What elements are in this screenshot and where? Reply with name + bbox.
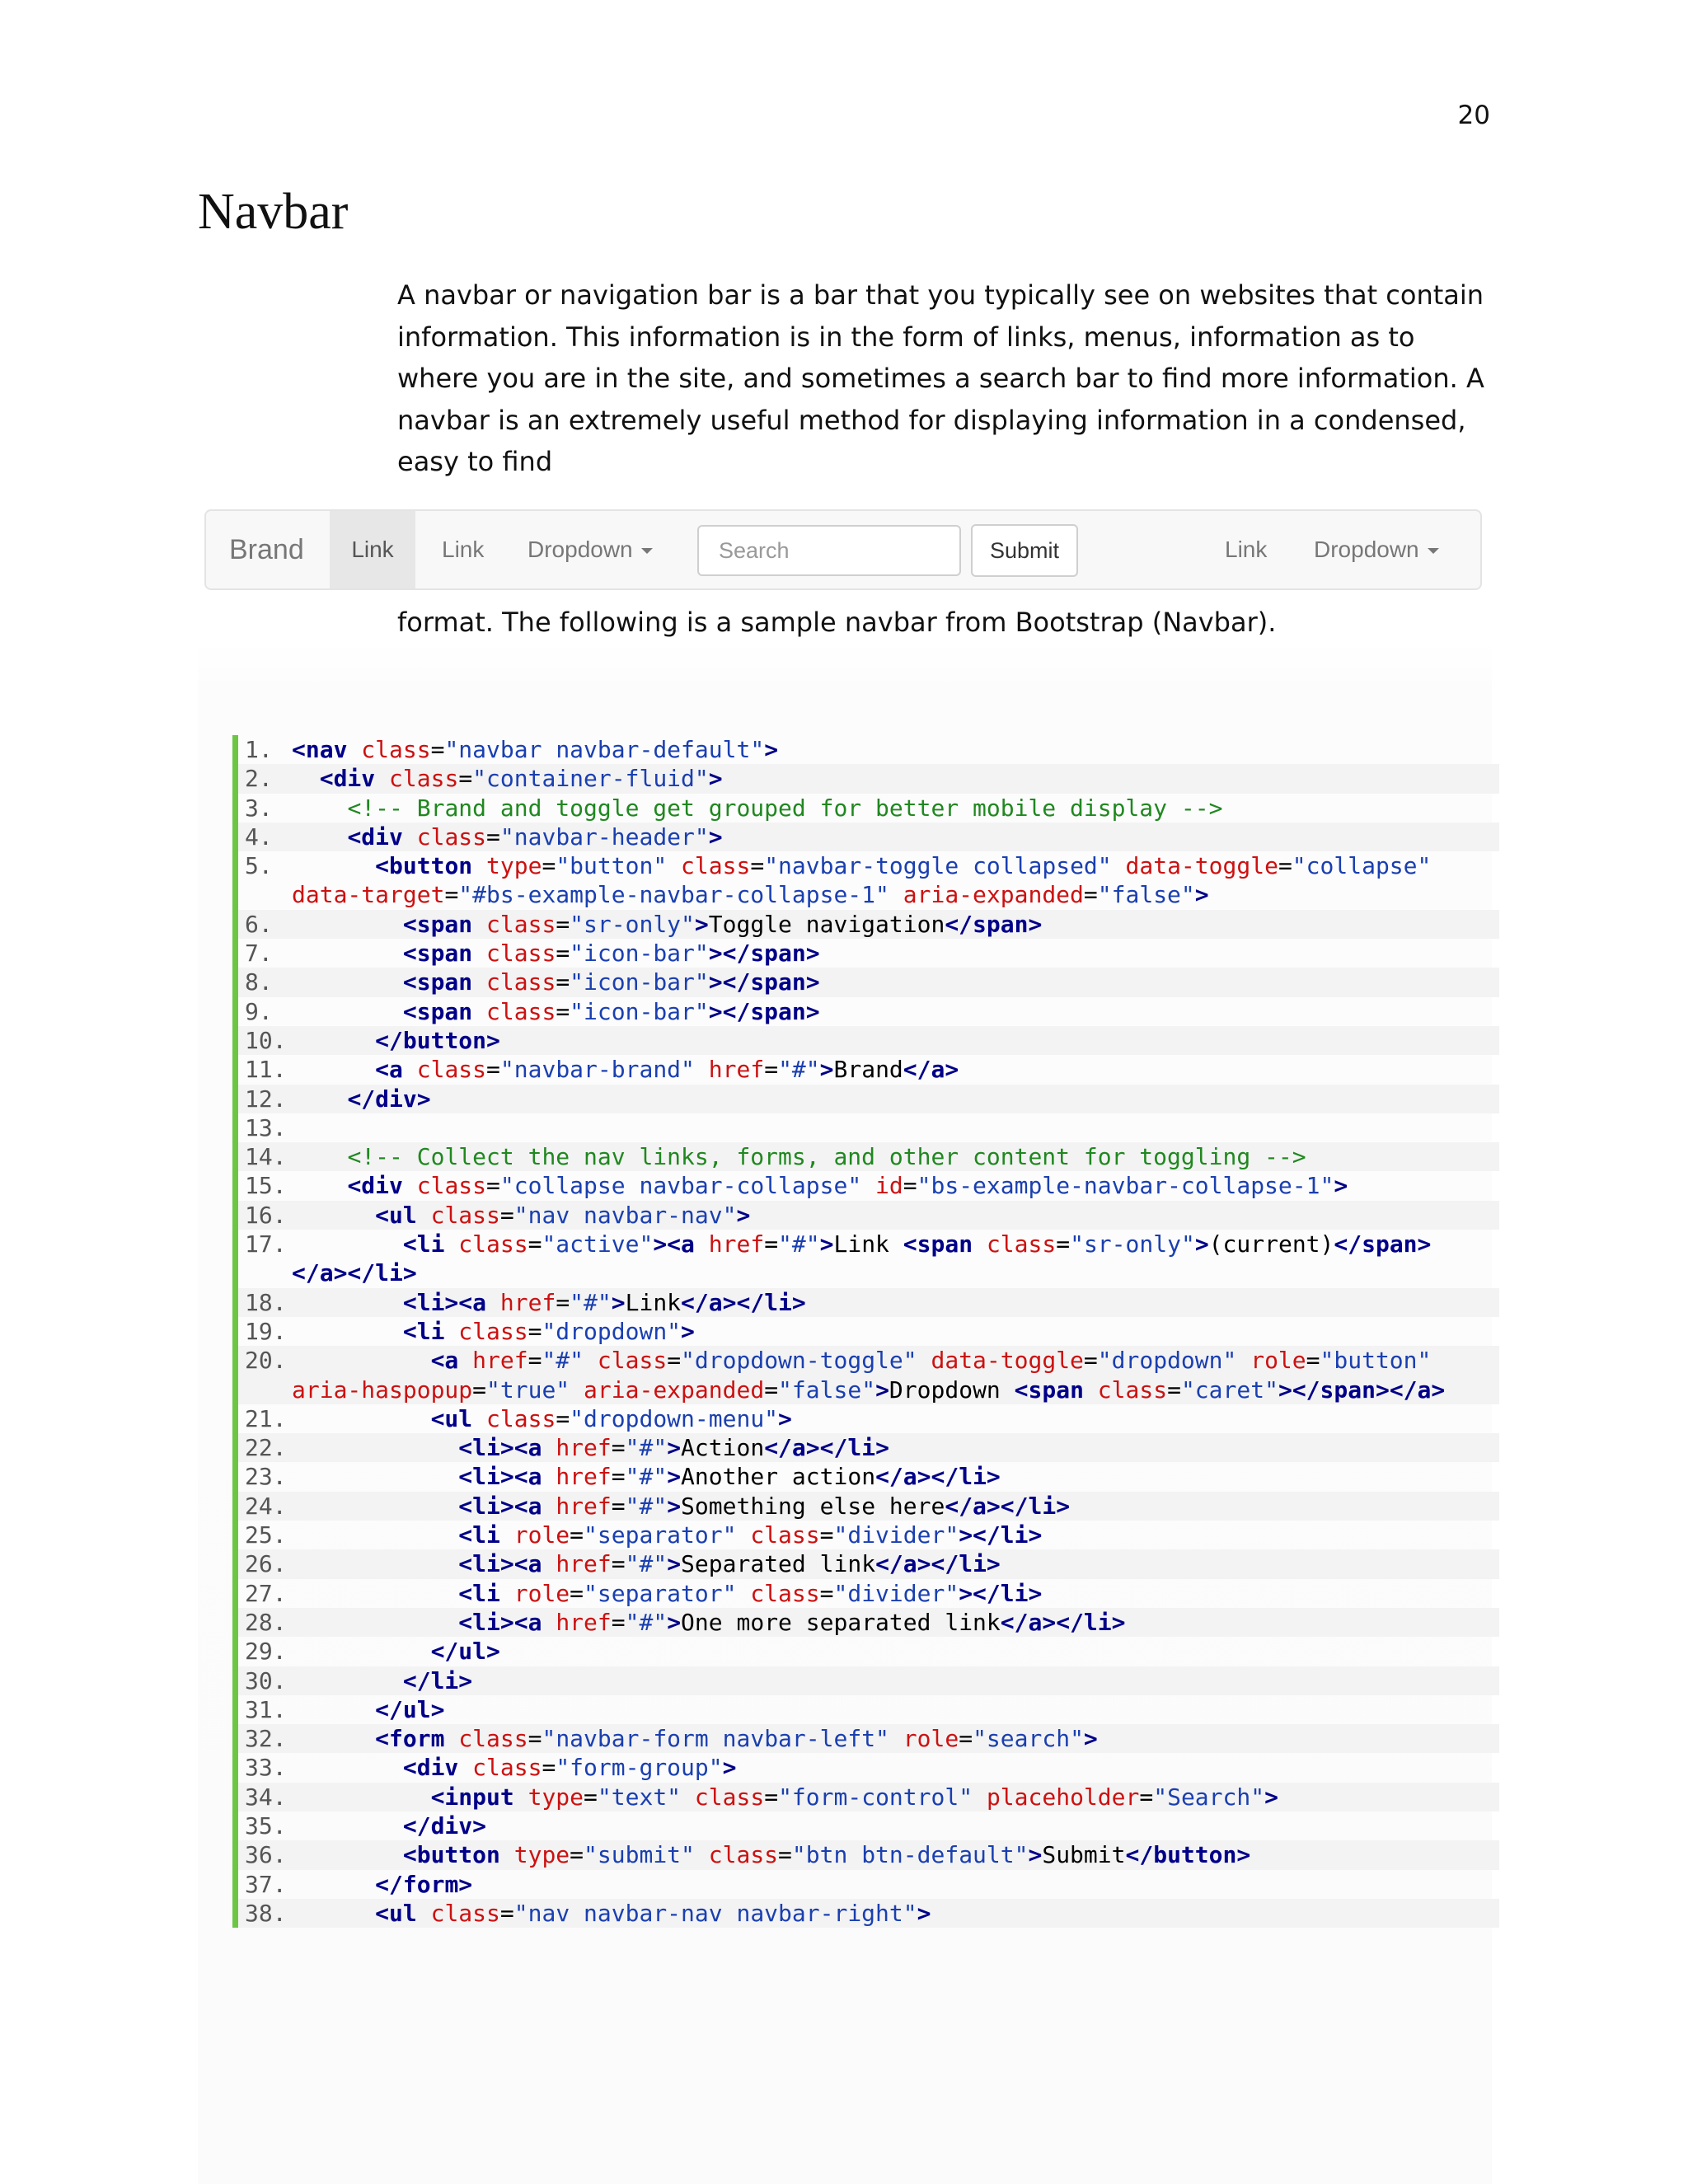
line-number: 13. xyxy=(245,1113,287,1141)
code-text: <span class="sr-only">Toggle navigation</span> xyxy=(402,910,1043,938)
code-text: </ul> xyxy=(375,1695,445,1723)
line-number: 8. xyxy=(245,968,273,996)
line-number: 38. xyxy=(245,1899,287,1927)
code-text: <li role="separator" class="divider"></li> xyxy=(458,1579,1043,1607)
code-line xyxy=(238,1142,1499,1171)
code-text: <input type="text" class="form-control" placeholder="Search"> xyxy=(430,1783,1278,1811)
code-line xyxy=(238,851,1499,910)
code-text: <!-- Brand and toggle get grouped for better mobile display --> xyxy=(347,794,1223,822)
line-number: 18. xyxy=(245,1288,287,1316)
code-text: <li><a href="#">Link</a></li> xyxy=(402,1288,806,1316)
code-line xyxy=(238,1753,1499,1782)
code-text: </div> xyxy=(347,1085,431,1113)
line-number: 24. xyxy=(245,1492,287,1520)
section-heading: Navbar xyxy=(198,184,349,240)
code-text: <span class="icon-bar"></span> xyxy=(402,997,820,1025)
code-text: <!-- Collect the nav links, forms, and other content for toggling --> xyxy=(347,1143,1306,1171)
code-text: <div class="form-group"> xyxy=(402,1754,737,1782)
code-text: <nav class="navbar navbar-default"> xyxy=(292,736,779,763)
code-text: <li><a href="#">Action</a></li> xyxy=(458,1434,889,1462)
code-line xyxy=(238,1055,1499,1084)
code-line xyxy=(238,910,1499,939)
line-number: 9. xyxy=(245,997,273,1025)
code-line xyxy=(238,1171,1499,1200)
code-text: <div class="collapse navbar-collapse" id="bs-example-navbar-collapse-1"> xyxy=(347,1172,1348,1200)
code-line xyxy=(238,968,1499,996)
page-number: 20 xyxy=(1457,101,1490,130)
code-text: <div class="container-fluid"> xyxy=(319,765,723,793)
line-number: 1. xyxy=(245,736,273,763)
code-line xyxy=(238,1783,1499,1811)
code-line xyxy=(238,1840,1499,1869)
line-number: 33. xyxy=(245,1754,287,1782)
code-text: <div class="navbar-header"> xyxy=(347,823,723,851)
code-listing xyxy=(232,735,1499,1928)
navbar-dropdown-label: Dropdown xyxy=(528,537,633,562)
code-text: </li> xyxy=(402,1666,473,1694)
line-number: 23. xyxy=(245,1463,287,1491)
code-line xyxy=(238,1492,1499,1521)
code-line xyxy=(238,1288,1499,1317)
navbar-link-active[interactable]: Link xyxy=(330,511,415,588)
code-line xyxy=(238,1230,1499,1288)
line-number: 6. xyxy=(245,910,273,938)
code-text: <span class="icon-bar"></span> xyxy=(402,940,820,968)
navbar-search-input[interactable]: Search xyxy=(697,525,961,576)
line-number: 35. xyxy=(245,1811,287,1840)
code-line xyxy=(238,764,1499,793)
code-text: <span class="icon-bar"></span> xyxy=(402,968,820,996)
code-line xyxy=(238,1870,1499,1899)
code-line xyxy=(238,1899,1499,1928)
code-text: <li role="separator" class="divider"></li> xyxy=(458,1521,1043,1549)
navbar-brand[interactable]: Brand xyxy=(229,534,304,565)
code-line xyxy=(238,1113,1499,1142)
code-line xyxy=(238,1666,1499,1695)
navbar-dropdown-right[interactable] xyxy=(1314,511,1439,588)
line-number: 30. xyxy=(245,1666,287,1694)
line-number: 15. xyxy=(245,1172,287,1200)
code-line xyxy=(238,823,1499,851)
code-text: <ul class="nav navbar-nav"> xyxy=(375,1201,751,1229)
navbar-dropdown-label: Dropdown xyxy=(1314,537,1419,562)
code-line xyxy=(238,794,1499,823)
code-line xyxy=(238,1201,1499,1230)
code-text: <button type="submit" class="btn btn-default">Submit</button> xyxy=(402,1841,1251,1869)
line-number: 36. xyxy=(245,1841,287,1869)
code-line xyxy=(238,1085,1499,1113)
navbar-link[interactable]: Link xyxy=(442,537,485,562)
line-number: 20. xyxy=(245,1347,287,1375)
code-text: </button> xyxy=(375,1026,500,1054)
line-number: 10. xyxy=(245,1026,287,1054)
code-text: <ul class="dropdown-menu"> xyxy=(430,1404,792,1432)
code-text: <form class="navbar-form navbar-left" role="search"> xyxy=(375,1725,1098,1753)
code-line xyxy=(238,1404,1499,1433)
line-number: 32. xyxy=(245,1725,287,1753)
line-number: 37. xyxy=(245,1870,287,1898)
navbar-link-right[interactable]: Link xyxy=(1225,537,1268,562)
code-text: <li class="active"><a href="#">Link <span class="sr-only">(current)</span></a></li> xyxy=(292,1230,1432,1287)
code-line xyxy=(238,1462,1499,1491)
code-line xyxy=(238,997,1499,1026)
code-text: </ul> xyxy=(430,1638,500,1666)
code-text: <li><a href="#">Another action</a></li> xyxy=(458,1463,1001,1491)
code-line xyxy=(238,1317,1499,1346)
line-number: 5. xyxy=(245,852,273,880)
line-number: 29. xyxy=(245,1638,287,1666)
code-text: <a href="#" class="dropdown-toggle" data-toggle="dropdown" role="button" aria-haspopup="true" aria-expanded="false">Dropdown <span class="caret"></span></a> xyxy=(292,1347,1446,1404)
code-line xyxy=(238,1521,1499,1549)
code-line xyxy=(238,939,1499,968)
line-number: 11. xyxy=(245,1056,287,1084)
navbar-dropdown[interactable] xyxy=(528,511,653,588)
navbar-submit-button[interactable]: Submit xyxy=(971,524,1078,577)
line-number: 3. xyxy=(245,794,273,822)
line-number: 17. xyxy=(245,1230,287,1258)
line-number: 21. xyxy=(245,1404,287,1432)
caret-down-icon xyxy=(641,548,653,554)
code-line xyxy=(238,1608,1499,1637)
line-number: 26. xyxy=(245,1550,287,1578)
line-number: 27. xyxy=(245,1579,287,1607)
code-line xyxy=(238,1026,1499,1055)
code-line xyxy=(238,1433,1499,1462)
navbar-sample-image xyxy=(204,509,1482,590)
line-number: 31. xyxy=(245,1695,287,1723)
line-number: 25. xyxy=(245,1521,287,1549)
code-text: <li><a href="#">Something else here</a></li> xyxy=(458,1492,1071,1520)
code-text: <ul class="nav navbar-nav navbar-right"> xyxy=(375,1899,931,1927)
code-line xyxy=(238,1695,1499,1724)
line-number: 28. xyxy=(245,1608,287,1636)
code-text xyxy=(292,1113,1499,1142)
code-text: <a class="navbar-brand" href="#">Brand</a> xyxy=(375,1056,959,1084)
line-number: 34. xyxy=(245,1783,287,1811)
code-line xyxy=(238,1724,1499,1753)
code-text: <button type="button" class="navbar-toggle collapsed" data-toggle="collapse" data-target="#bs-example-navbar-collapse-1" aria-expanded="false"> xyxy=(292,852,1432,909)
intro-paragraph: A navbar or navigation bar is a bar that you typically see on websites that contain information. This information is in the form of links, menus, information as to where you are in the site, and sometimes a search bar to find more information. A navbar is an extremely useful method for displaying information in a condensed, easy to find xyxy=(397,279,1484,477)
code-text: </form> xyxy=(375,1870,473,1898)
code-line xyxy=(238,1637,1499,1666)
line-number: 2. xyxy=(245,765,273,793)
code-text: <li><a href="#">Separated link</a></li> xyxy=(458,1550,1001,1578)
caption-paragraph: format. The following is a sample navbar from Bootstrap (Navbar). xyxy=(397,607,1277,638)
line-number: 4. xyxy=(245,823,273,851)
code-line xyxy=(238,1811,1499,1840)
code-line xyxy=(238,1549,1499,1578)
caret-down-icon xyxy=(1428,548,1439,554)
code-line xyxy=(238,735,1499,764)
code-text: <li class="dropdown"> xyxy=(402,1317,695,1345)
code-text: <li><a href="#">One more separated link</a></li> xyxy=(458,1608,1126,1636)
code-line xyxy=(238,1346,1499,1404)
line-number: 7. xyxy=(245,940,273,968)
line-number: 12. xyxy=(245,1085,287,1113)
line-number: 22. xyxy=(245,1434,287,1462)
code-text: </div> xyxy=(402,1811,487,1840)
line-number: 19. xyxy=(245,1317,287,1345)
code-line xyxy=(238,1579,1499,1608)
line-number: 16. xyxy=(245,1201,287,1229)
line-number: 14. xyxy=(245,1143,287,1171)
